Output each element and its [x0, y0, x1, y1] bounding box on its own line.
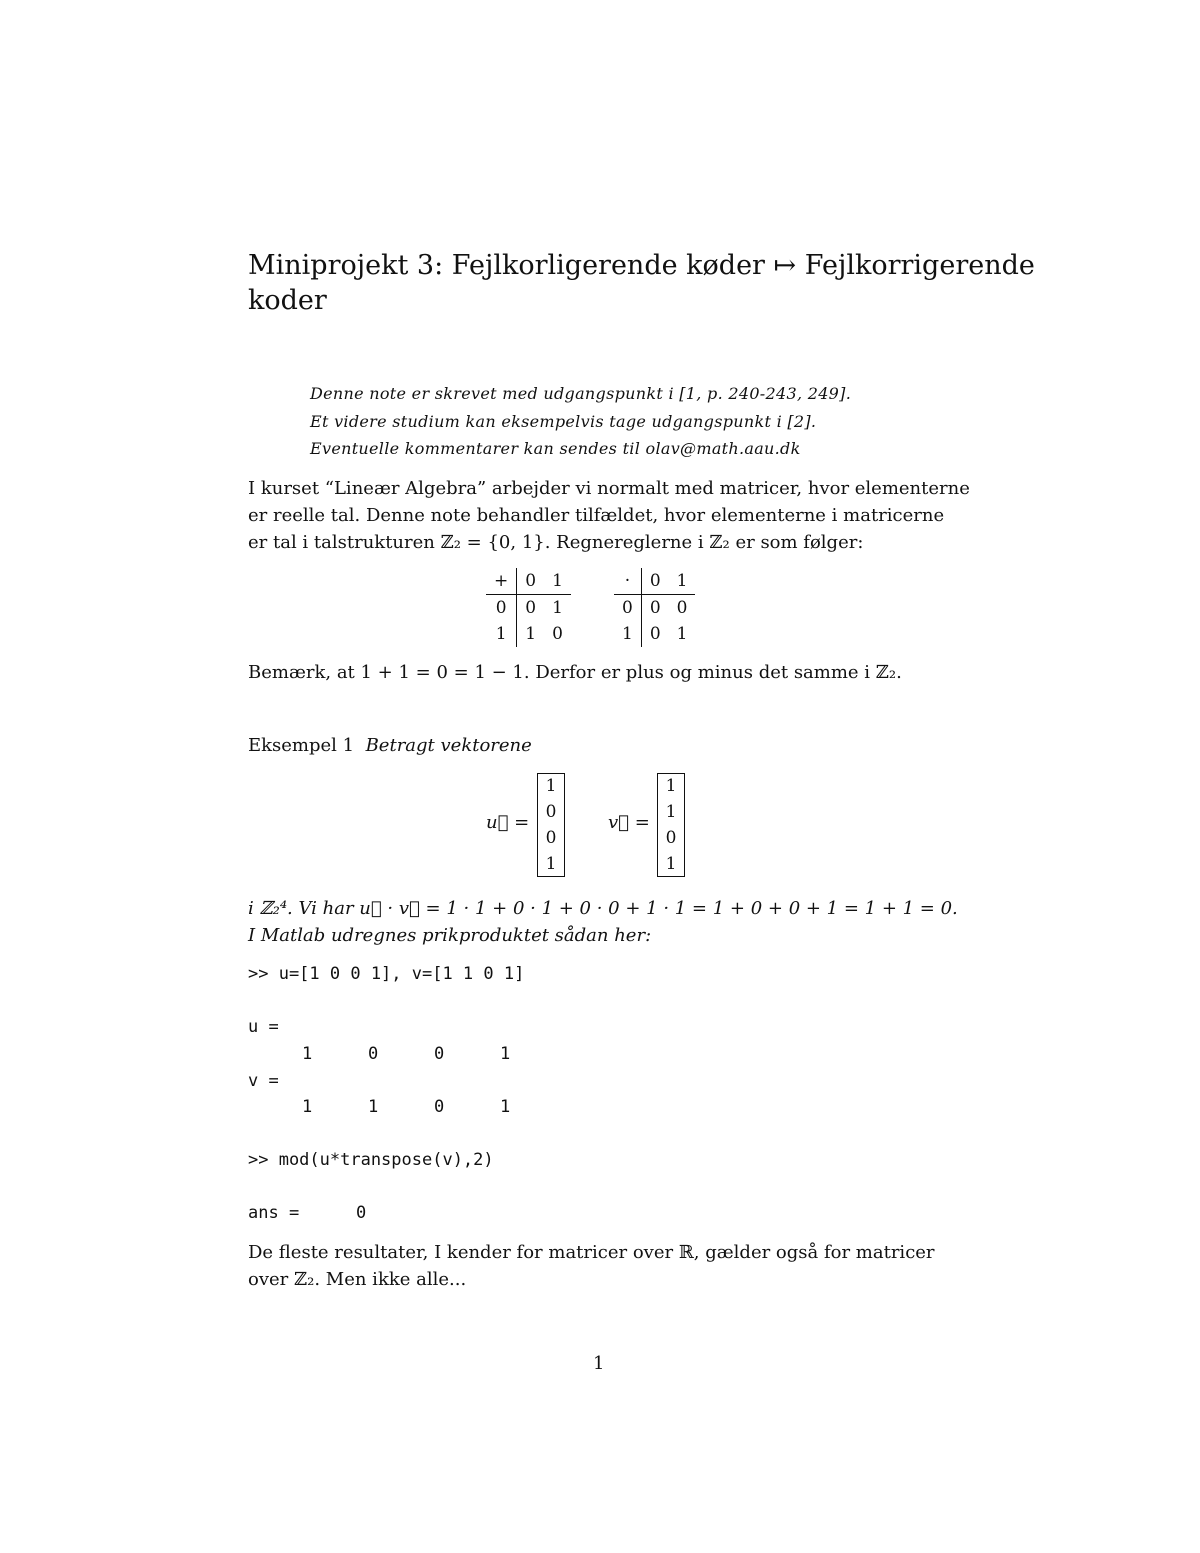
addition-row-header: 0 [486, 595, 517, 622]
example-intro: Betragt vektorene [365, 735, 532, 756]
u-entry: 0 [545, 828, 557, 848]
u-vector-label: u⃗ = [486, 812, 530, 833]
intro-line-3: er tal i talstrukturen ℤ₂ = {0, 1}. Regnereglerne i ℤ₂ er som følger: [248, 532, 864, 553]
matlab-value: 0 [368, 1044, 379, 1064]
v-entry: 0 [665, 828, 677, 848]
u-vector [537, 773, 565, 877]
matlab-ans-value: 0 [356, 1203, 367, 1223]
example-title: Eksempel 1 [248, 735, 355, 756]
multiplication-header-cell: 0 [641, 568, 668, 595]
addition-cell: 1 [552, 598, 563, 618]
matlab-value: 1 [368, 1097, 379, 1117]
addition-header-cell: 1 [544, 568, 571, 595]
addition-op: + [486, 568, 517, 595]
intro-line-1: I kurset “Lineær Algebra” arbejder vi normalt med matricer, hvor elementerne [248, 478, 970, 499]
v-vector-label: v⃗ = [608, 812, 650, 833]
u-entry: 1 [545, 776, 557, 796]
multiplication-row-header: 1 [614, 621, 641, 647]
multiplication-cell: 0 [649, 598, 661, 618]
v-entry: 1 [665, 854, 677, 874]
u-entry: 1 [545, 854, 557, 874]
note-line-3: Eventuelle kommentarer kan sendes til olav@math.aau.dk [310, 439, 801, 458]
v-entry: 1 [665, 776, 677, 796]
matlab-command-1: >> u=[1 0 0 1], v=[1 1 0 1] [248, 964, 525, 984]
matlab-u-values [302, 1044, 566, 1064]
v-vector [657, 773, 685, 877]
intro-line-2: er reelle tal. Denne note behandler tilfældet, hvor elementerne i matricerne [248, 505, 945, 526]
page-title [248, 248, 1035, 318]
multiplication-header-cell: 1 [669, 568, 696, 595]
title-line-2: koder [248, 285, 327, 316]
page-number: 1 [593, 1353, 605, 1374]
multiplication-cell: 0 [649, 624, 661, 644]
addition-row-header: 1 [486, 621, 517, 647]
u-entry: 0 [545, 802, 557, 822]
matlab-value: 0 [434, 1097, 445, 1117]
matlab-command-2: >> mod(u*transpose(v),2) [248, 1150, 494, 1170]
matlab-intro-line: I Matlab udregnes prikproduktet sådan her: [248, 925, 652, 946]
remark: Bemærk, at 1 + 1 = 0 = 1 − 1. Derfor er plus og minus det samme i ℤ₂. [248, 662, 902, 683]
matlab-ans-label: ans = [248, 1203, 300, 1223]
addition-cell: 0 [525, 598, 537, 618]
matlab-value: 1 [500, 1097, 511, 1117]
matlab-value: 1 [302, 1097, 313, 1117]
matlab-value: 1 [500, 1044, 511, 1064]
multiplication-row-header: 0 [614, 595, 641, 622]
matlab-u-label: u = [248, 1017, 279, 1037]
v-entry: 1 [665, 802, 677, 822]
note-line-1: Denne note er skrevet med udgangspunkt i [1, p. 240-243, 249]. [310, 384, 852, 403]
title-line-1: Miniprojekt 3: Fejlkorligerende køder ↦ Fejlkorrigerende [248, 250, 1035, 281]
addition-table [486, 568, 571, 647]
addition-header-cell: 0 [517, 568, 544, 595]
multiplication-table [614, 568, 695, 647]
note-line-2: Et videre studium kan eksempelvis tage udgangspunkt i [2]. [310, 412, 817, 431]
multiplication-op: · [614, 568, 641, 595]
matlab-value: 0 [434, 1044, 445, 1064]
matlab-v-values [302, 1097, 566, 1117]
matlab-value: 1 [302, 1044, 313, 1064]
addition-cell: 1 [525, 624, 537, 644]
closing-line-2: over ℤ₂. Men ikke alle... [248, 1269, 467, 1290]
addition-cell: 0 [552, 624, 563, 644]
closing-line-1: De fleste resultater, I kender for matricer over ℝ, gælder også for matricer [248, 1242, 935, 1263]
multiplication-cell: 1 [676, 624, 688, 644]
example-heading [248, 735, 532, 756]
matlab-v-label: v = [248, 1071, 279, 1091]
dot-product-line: i ℤ₂⁴. Vi har u⃗ · v⃗ = 1 · 1 + 0 · 1 + 0 · 0 + 1 · 1 = 1 + 0 + 0 + 1 = 1 + 1 = 0. [248, 898, 958, 919]
multiplication-cell: 0 [676, 598, 688, 618]
